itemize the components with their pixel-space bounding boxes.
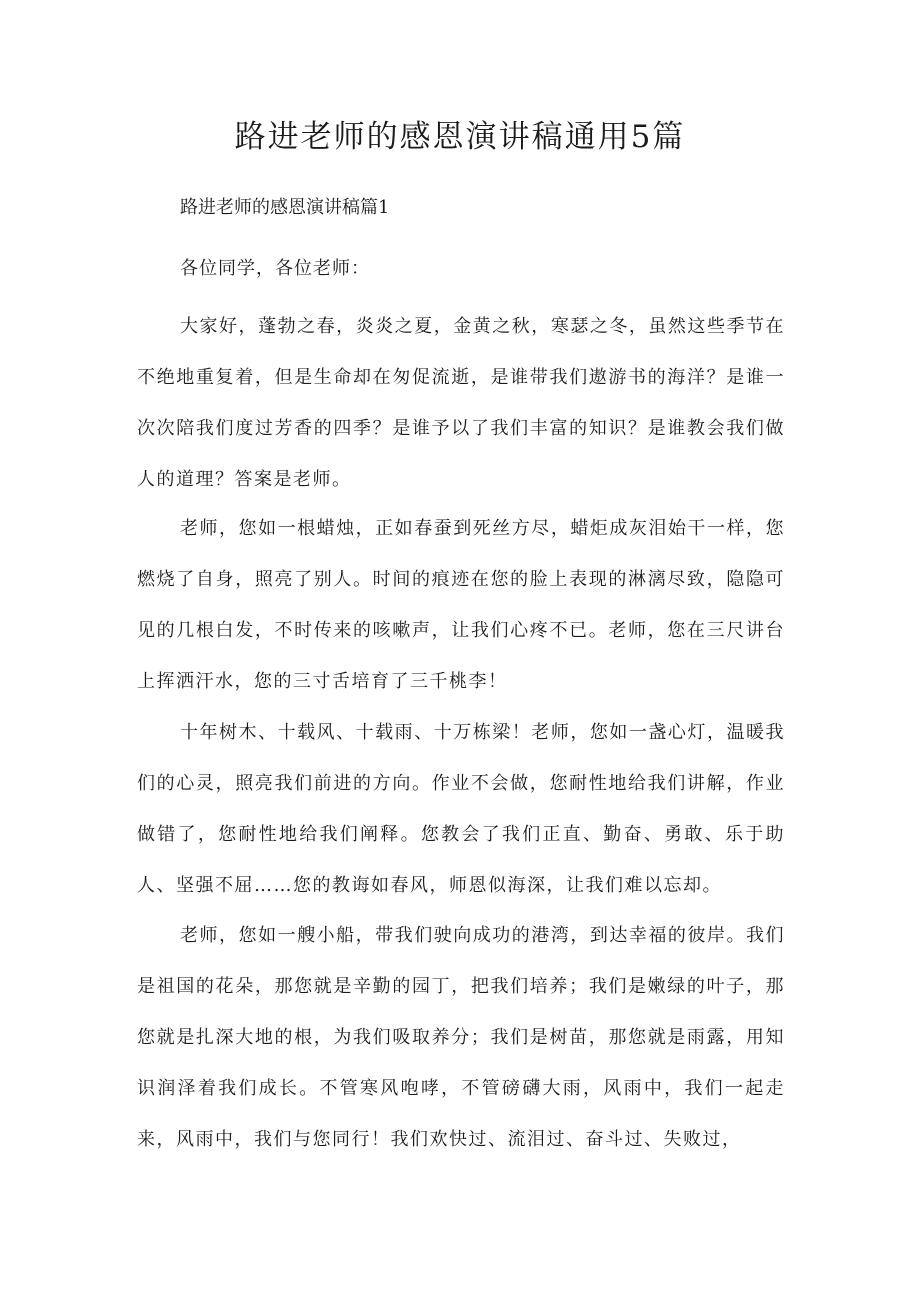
body-paragraph: 老师，您如一根蜡烛，正如春蚕到死丝方尽，蜡炬成灰泪始干一样，您燃烧了自身，照亮了别人。时间的痕迹在您的脸上表现的淋漓尽致，隐隐可见的几根白发，不时传来的咳嗽声，让我们心疼不已。老师，您在三尺讲台上挥洒汗水，您的三寸舌培育了三千桃李！ [137, 518, 785, 692]
section-heading: 路进老师的感恩演讲稿篇1 [180, 197, 390, 218]
greeting-line: 各位同学，各位老师： [180, 258, 370, 279]
body-paragraph: 老师，您如一艘小船，带我们驶向成功的港湾，到达幸福的彼岸。我们是祖国的花朵，那您就是辛勤的园丁，把我们培养；我们是嫩绿的叶子，那您就是扎深大地的根，为我们吸取养分；我们是树苗，那您就是雨露，用知识润泽着我们成长。不管寒风咆哮，不管磅礴大雨，风雨中，我们一起走来，风雨中，我们与您同行！我们欢快过、流泪过、奋斗过、失败过， [137, 925, 785, 1150]
body-paragraph: 十年树木、十载风、十载雨、十万栋梁！老师，您如一盏心灯，温暖我们的心灵，照亮我们前进的方向。作业不会做，您耐性地给我们讲解，作业做错了，您耐性地给我们阐释。您教会了我们正直、勤奋、勇敢、乐于助人、坚强不屈……您的教诲如春风，师恩似海深，让我们难以忘却。 [137, 722, 785, 896]
document-title: 路进老师的感恩演讲稿通用5篇 [234, 119, 686, 155]
body-paragraph: 大家好，蓬勃之春，炎炎之夏，金黄之秋，寒瑟之冬，虽然这些季节在不绝地重复着，但是生命却在匆促流逝，是谁带我们遨游书的海洋？是谁一次次陪我们度过芳香的四季？是谁予以了我们丰富的知识？是谁教会我们做人的道理？答案是老师。 [137, 316, 785, 490]
